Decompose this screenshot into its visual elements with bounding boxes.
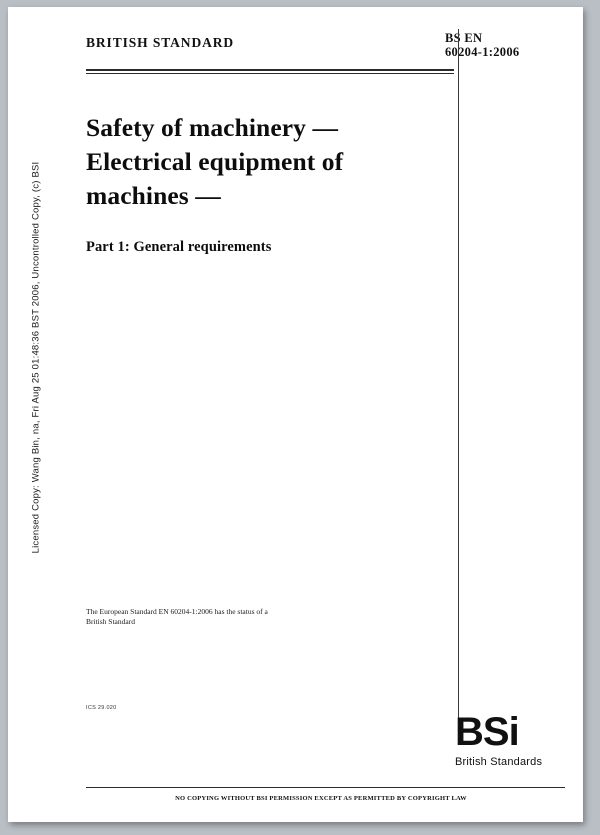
standard-number [445,31,565,59]
page-title-line-1: Safety of machinery — [86,113,339,142]
vertical-divider [458,29,459,719]
page-subtitle: Part 1: General requirements [86,239,272,255]
bsi-logo-mark: BSi [455,710,519,754]
standard-number-line-2: 60204-1:2006 [445,45,520,59]
cover-header [78,29,565,73]
left-margin-column [8,7,50,822]
document-page [8,7,583,822]
ics-code: ICS 29.020 [86,705,117,711]
bsi-logo-subtitle: British Standards [455,756,543,768]
status-note-line-1: The European Standard EN 60204-1:2006 has the status of a [86,607,268,616]
licence-watermark-text: Licensed Copy: Wang Bin, na, Fri Aug 25 01:48:36 BST 2006, Uncontrolled Copy, (c) BSI [30,161,42,554]
page-title-line-2: Electrical equipment of [86,147,344,176]
title-block [86,111,446,256]
cover-content [78,29,565,804]
status-note [86,607,416,627]
bsi-logo [455,712,563,768]
page-title [86,111,446,213]
footer-rule [86,787,565,788]
copyright-notice: NO COPYING WITHOUT BSI PERMISSION EXCEPT AS PERMITTED BY COPYRIGHT LAW [175,795,467,802]
page-title-line-3: machines — [86,181,221,210]
header-rule [86,69,454,74]
brand-label: BRITISH STANDARD [86,35,235,50]
standard-number-line-1: BS EN [445,31,483,45]
status-note-line-2: British Standard [86,617,135,626]
